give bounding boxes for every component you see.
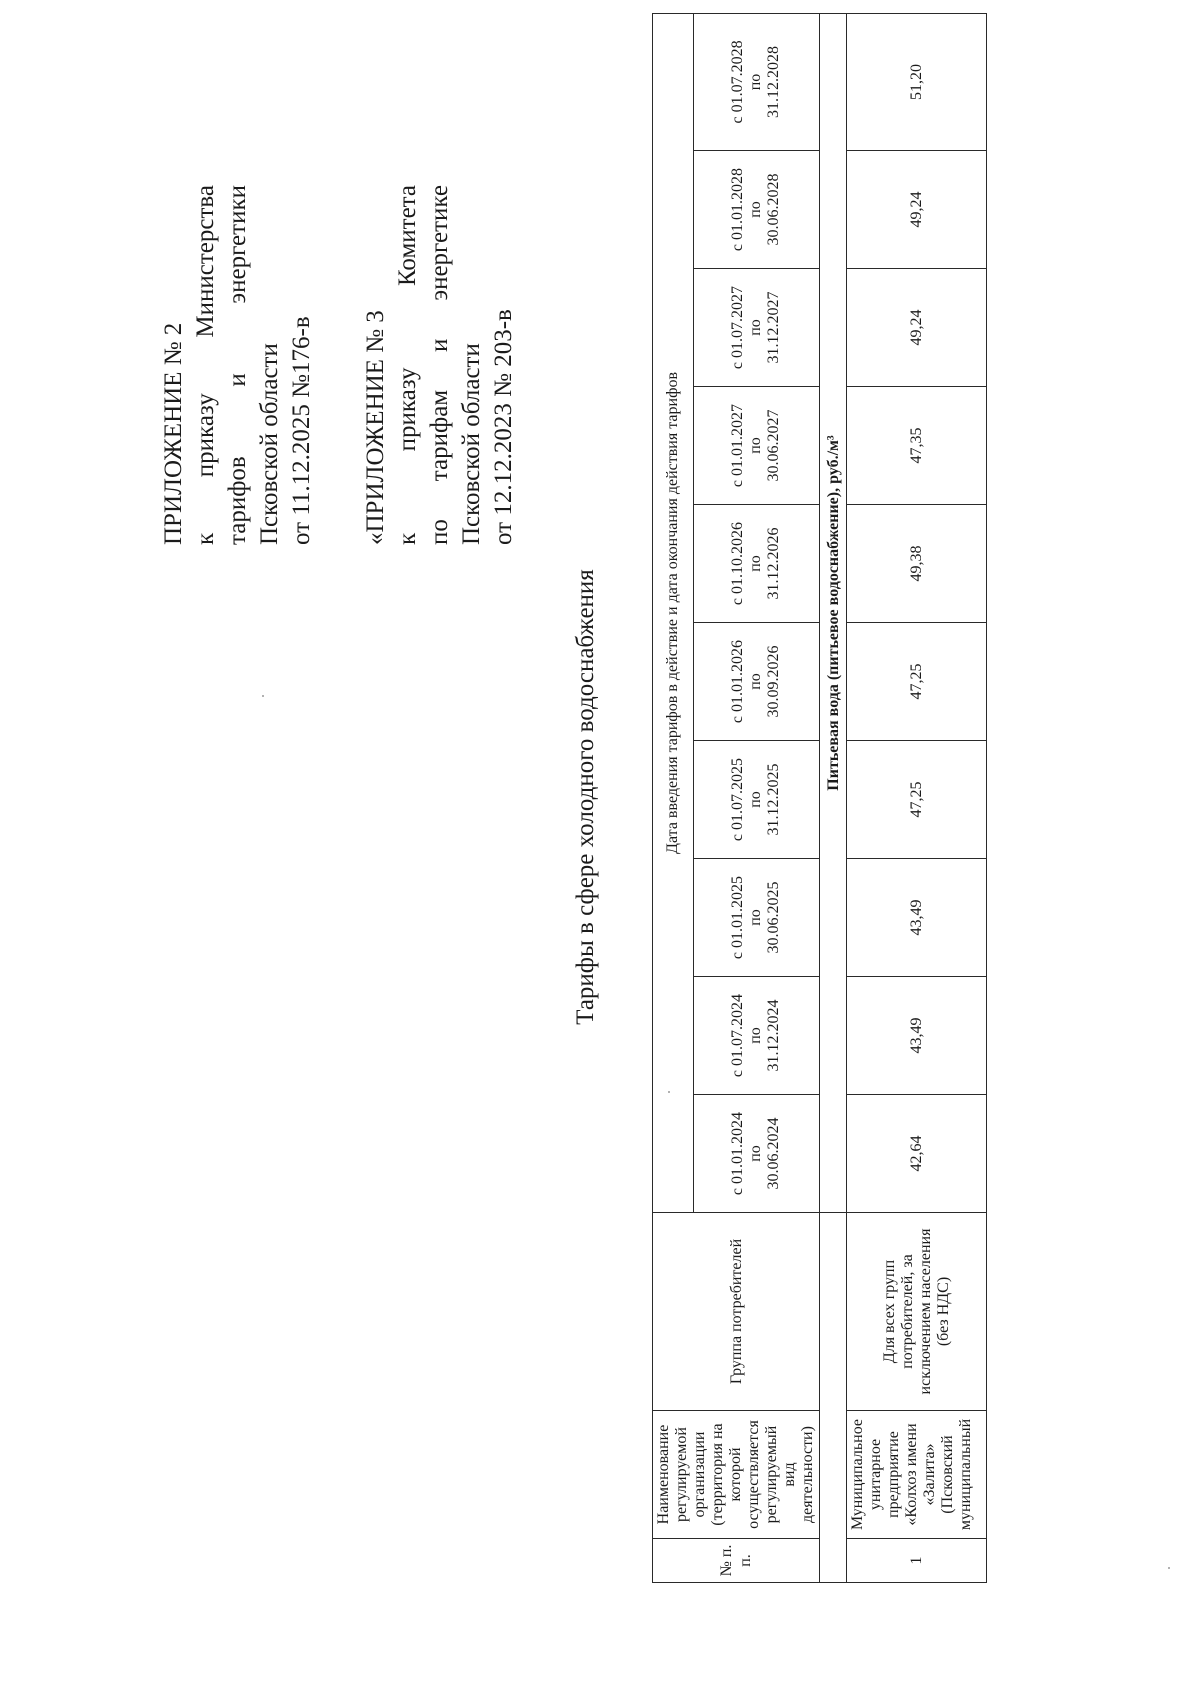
row-consumer-group: Для всех групп потребителей, за исключением населения (без НДС) [847, 1213, 987, 1411]
document-title: Тарифы в сфере холодного водоснабжения [572, 569, 599, 1025]
period-header: с 01.01.2027 по 30.06.2027 [693, 387, 819, 505]
period-header: с 01.10.2026 по 31.12.2026 [693, 505, 819, 623]
appendix-line: к приказу Министерства [192, 185, 219, 545]
section-row [820, 13, 847, 1582]
tariff-value: 51,20 [847, 13, 987, 150]
row-organization: Муниципальное унитарное предприятие «Колхоз имени «Залита» (Псковский муниципальный [847, 1411, 987, 1539]
header-row-top [653, 13, 694, 1582]
scan-speck [1168, 1567, 1170, 1569]
tariff-value: 47,35 [847, 387, 987, 505]
appendix-line: к приказу Комитета [394, 185, 421, 545]
header-organization: Наименование регулируемой организации (территория на которой осуществляется регулируемый вид деятельности) [653, 1411, 820, 1539]
period-header: с 01.07.2028 по 31.12.2028 [693, 13, 819, 150]
appendix-line: Псковской области [458, 343, 485, 545]
period-header: с 01.01.2024 по 30.06.2024 [693, 1095, 819, 1213]
period-header: с 01.07.2024 по 31.12.2024 [693, 977, 819, 1095]
tariff-value: 42,64 [847, 1095, 987, 1213]
appendix-block-new [158, 185, 318, 545]
appendix-line: Псковской области [256, 343, 283, 545]
period-header: с 01.07.2025 по 31.12.2025 [693, 741, 819, 859]
header-consumer-group: Группа потребителей [653, 1213, 820, 1411]
tariff-value: 49,24 [847, 151, 987, 269]
appendix-block-old [360, 185, 520, 545]
period-header: с 01.07.2027 по 31.12.2027 [693, 269, 819, 387]
scan-speck [262, 695, 264, 697]
table-row [847, 13, 987, 1582]
row-number: 1 [847, 1539, 987, 1583]
period-header: с 01.01.2028 по 30.06.2028 [693, 151, 819, 269]
section-spacer [820, 1213, 847, 1583]
tariff-value: 49,38 [847, 505, 987, 623]
appendix-line: от 12.12.2023 № 203-в [490, 309, 517, 545]
appendix-line: «ПРИЛОЖЕНИЕ № 3 [362, 310, 389, 545]
section-title: Питьевая вода (питьевое водоснабжение), руб./м³ [820, 13, 847, 1212]
tariff-value: 47,25 [847, 741, 987, 859]
appendix-line: по тарифам и энергетике [426, 185, 453, 545]
header-periods-caption: Дата введения тарифов в действие и дата окончания действия тарифов [653, 13, 694, 1212]
appendix-line: тарифов и энергетики [224, 185, 251, 545]
period-header: с 01.01.2026 по 30.09.2026 [693, 623, 819, 741]
tariff-value: 43,49 [847, 977, 987, 1095]
tariff-table [652, 13, 987, 1583]
appendix-line: от 11.12.2025 №176-в [288, 316, 315, 545]
period-header: с 01.01.2025 по 30.06.2025 [693, 859, 819, 977]
header-number: № п. п. [653, 1539, 820, 1583]
tariff-value: 49,24 [847, 269, 987, 387]
scan-speck [668, 1091, 670, 1093]
tariff-value: 47,25 [847, 623, 987, 741]
appendix-line: ПРИЛОЖЕНИЕ № 2 [160, 322, 187, 545]
tariff-value: 43,49 [847, 859, 987, 977]
